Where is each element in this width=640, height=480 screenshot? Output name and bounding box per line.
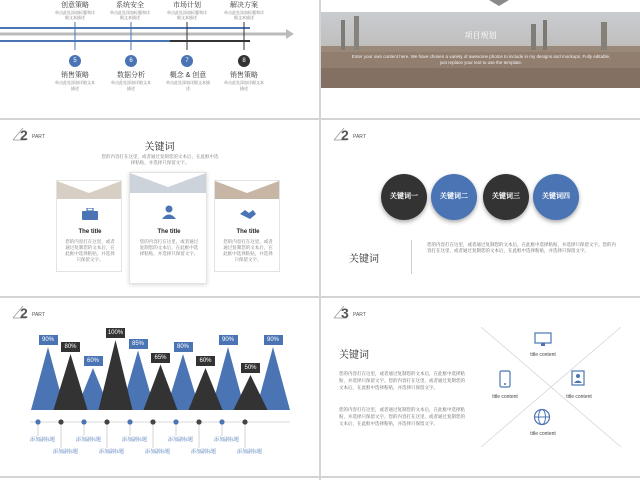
value-badge: 90% bbox=[264, 335, 283, 345]
item-desc: 单击此处添加标题和详细文本描述 bbox=[167, 10, 207, 20]
timeline-bottom-item bbox=[165, 70, 211, 92]
chart-caption: 添加副标题 bbox=[99, 449, 125, 455]
step-number: 5 bbox=[69, 55, 81, 67]
globe-icon bbox=[533, 408, 551, 426]
slide-title: 关键词 bbox=[144, 142, 175, 153]
item-desc: 单击此处添加详细文本描述 bbox=[166, 80, 210, 91]
axis-marker bbox=[35, 419, 40, 424]
timeline-top-item bbox=[224, 0, 264, 20]
card-text: 您的内容打在这里，或者通过复制您的文本后，在此框中选择粘贴，并选择只保留文字。 bbox=[223, 239, 273, 262]
step-number: 7 bbox=[181, 55, 193, 67]
slide-title: 关键词 bbox=[339, 350, 369, 361]
timeline-bottom-item bbox=[111, 70, 151, 92]
value-badge: 60% bbox=[84, 356, 103, 366]
divider bbox=[411, 240, 412, 274]
timeline-top-item bbox=[167, 0, 207, 20]
chart-triangle bbox=[54, 354, 88, 410]
chart-caption: 添加副标题 bbox=[237, 449, 263, 455]
briefcase-icon bbox=[81, 207, 99, 219]
part-label: PART bbox=[353, 134, 366, 140]
bottom-strip bbox=[321, 88, 640, 118]
handshake-icon bbox=[239, 207, 257, 219]
axis-marker bbox=[196, 419, 201, 424]
slide-x-diagram[interactable] bbox=[321, 298, 640, 476]
item-label: title content bbox=[566, 394, 592, 400]
timeline-bottom-item bbox=[224, 70, 264, 92]
item-desc: 单击此处添加标题和详细文本描述 bbox=[224, 10, 264, 20]
part-number: 2 bbox=[341, 127, 349, 143]
value-badge: 60% bbox=[196, 356, 215, 366]
chart-caption: 添加副标题 bbox=[214, 437, 240, 443]
item-desc: 单击此处添加详细文本描述 bbox=[55, 80, 95, 91]
item-title: 创意策略 bbox=[61, 2, 89, 9]
chart-caption: 添加副标题 bbox=[122, 437, 148, 443]
slide-keyword-cards[interactable] bbox=[0, 120, 319, 296]
value-badge: 80% bbox=[61, 342, 80, 352]
part-label: PART bbox=[353, 312, 366, 318]
slide-body: Enter your own content here. We have chosen a variety of awesome photos to include in my designs and mockups. Fully editable, just replace your text to use the template. bbox=[351, 54, 611, 65]
axis-marker bbox=[173, 419, 178, 424]
item-desc: 单击此处添加详细文本描述 bbox=[111, 80, 151, 91]
part-number: 2 bbox=[20, 305, 28, 321]
item-label: title content bbox=[530, 431, 556, 437]
item-title: 系统安全 bbox=[116, 2, 144, 9]
slide-timeline[interactable] bbox=[0, 0, 319, 118]
axis-marker bbox=[58, 419, 63, 424]
item-desc: 单击此处添加标题和详细文本描述 bbox=[55, 10, 95, 20]
phone-icon bbox=[499, 370, 511, 388]
value-badge: 90% bbox=[39, 335, 58, 345]
card-photo bbox=[215, 181, 279, 199]
keyword-card[interactable] bbox=[56, 180, 122, 272]
part-number: 3 bbox=[341, 305, 349, 321]
axis-marker bbox=[104, 419, 109, 424]
value-badge: 100% bbox=[107, 330, 124, 336]
axis-marker bbox=[81, 419, 86, 424]
chart-caption: 添加副标题 bbox=[191, 449, 217, 455]
keyword-text: 您的内容打在这里，或者通过复制您的文本后，在此框中选择粘贴，并选择只保留文字。您的内容打在这里，或者通过复制您的文本后，在此框中选择粘贴，并选择只保留文字。 bbox=[427, 242, 616, 253]
paragraph: 您的内容打在这里，或者通过复制您的文本后，在此框中选择粘贴，并选择只保留文字。您的内容打在这里，或者通过复制您的文本后，在此框中选择粘贴，并选择只保留文字。 bbox=[339, 407, 465, 426]
card-heading: The title bbox=[78, 229, 102, 235]
slide-triangle-chart[interactable] bbox=[0, 298, 319, 476]
city-photo bbox=[321, 12, 640, 88]
slide-project-plan[interactable] bbox=[321, 0, 640, 118]
item-label: title content bbox=[492, 394, 518, 400]
value-badge: 85% bbox=[129, 339, 148, 349]
value-badge: 65% bbox=[151, 353, 170, 363]
item-title: 市场计划 bbox=[173, 2, 201, 9]
chart-caption: 添加副标题 bbox=[30, 437, 56, 443]
axis-marker bbox=[127, 419, 132, 424]
slide-subtitle: 您的内容打在这里，或者通过复制您的文本后，在此框中选择粘贴，并选择只保留文字。 bbox=[101, 154, 219, 165]
item-title: 概念 & 创意 bbox=[169, 72, 207, 79]
card-photo bbox=[57, 181, 121, 199]
item-desc: 单击此处添加详细文本描述 bbox=[224, 80, 264, 91]
monitor-icon bbox=[534, 332, 552, 346]
item-title: 解决方案 bbox=[230, 2, 258, 9]
keyword-circle[interactable]: 关键词二 bbox=[431, 174, 477, 220]
card-photo bbox=[130, 173, 206, 193]
chart-triangle bbox=[144, 365, 178, 411]
part-number: 2 bbox=[20, 127, 28, 143]
chart-caption: 添加副标题 bbox=[53, 449, 79, 455]
item-title: 销售策略 bbox=[61, 72, 89, 79]
slide-keyword-circles[interactable] bbox=[321, 120, 640, 296]
value-badge: 50% bbox=[241, 363, 260, 373]
photo-corner-decoration bbox=[489, 0, 509, 8]
value-badge: 80% bbox=[174, 342, 193, 352]
item-title: 数据分析 bbox=[117, 72, 145, 79]
axis-marker bbox=[242, 419, 247, 424]
timeline-top-item bbox=[110, 0, 150, 20]
part-header bbox=[333, 305, 393, 321]
card-heading: The title bbox=[157, 229, 181, 235]
keyword-card[interactable] bbox=[129, 172, 207, 284]
chart-caption: 添加副标题 bbox=[145, 449, 171, 455]
step-number: 8 bbox=[238, 55, 250, 67]
part-header bbox=[333, 127, 393, 143]
item-label: title content bbox=[530, 352, 556, 358]
timeline-bottom-item bbox=[55, 70, 95, 92]
part-label: PART bbox=[32, 134, 45, 140]
paragraph: 您的内容打在这里，或者通过复制您的文本后，在此框中选择粘贴，并选择只保留文字。您的内容打在这里，或者通过复制您的文本后，在此框中选择粘贴，并选择只保留文字。 bbox=[339, 371, 465, 390]
axis-marker bbox=[150, 419, 155, 424]
person-icon bbox=[160, 205, 178, 219]
timeline-lines bbox=[0, 20, 319, 50]
card-heading: The title bbox=[236, 229, 260, 235]
keyword-circle[interactable]: 关键词三 bbox=[483, 174, 529, 220]
axis-marker bbox=[219, 419, 224, 424]
chart-caption: 添加副标题 bbox=[76, 437, 102, 443]
slide-title: 项目规划 bbox=[464, 31, 497, 40]
item-desc: 单击此处添加标题和详细文本描述 bbox=[110, 10, 150, 20]
keyword-card[interactable] bbox=[214, 180, 280, 272]
chart-caption: 添加副标题 bbox=[168, 437, 194, 443]
timeline-top-item bbox=[55, 0, 95, 20]
keyword-circle[interactable]: 关键词四 bbox=[533, 174, 579, 220]
value-badge: 90% bbox=[219, 335, 238, 345]
keyword-heading: 关键词 bbox=[349, 254, 379, 265]
chart-triangle bbox=[99, 340, 133, 410]
card-text: 您的内容打在这里，或者通过复制您的文本后，在此框中选择粘贴，并选择只保留文字。 bbox=[65, 239, 115, 262]
contact-book-icon bbox=[571, 370, 585, 386]
keyword-circle[interactable]: 关键词一 bbox=[381, 174, 427, 220]
card-text: 您的内容打在这里，或者通过复制您的文本后，在此框中选择粘贴，并选择只保留文字。 bbox=[139, 239, 199, 256]
item-title: 销售策略 bbox=[230, 72, 258, 79]
step-number: 6 bbox=[125, 55, 137, 67]
part-label: PART bbox=[32, 312, 45, 318]
